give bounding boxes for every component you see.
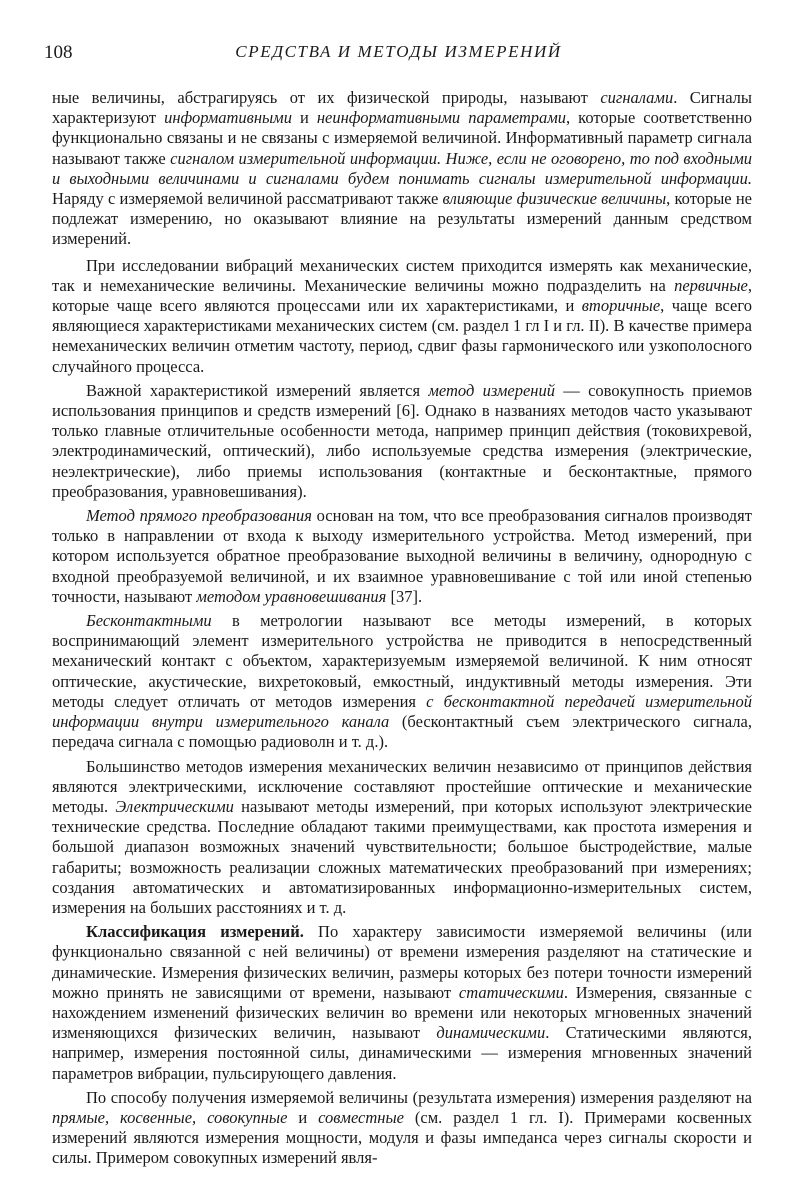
text-run: в метрологии называют все методы измерений, в которых воспринимающий элемент измерительного устройства не приводится в непосредственный механический контакт с объектом, характеризуемым измеряемой величиной. К ним относят оптические, акустические, вихретоковый, емкостный, индуктивный методы измерения. Эти методы следует отличать от методов измерения [52, 611, 752, 711]
text-run: . Сигналы характеризуют [52, 88, 752, 128]
italic-term: статическими [458, 982, 564, 1002]
text-run: При исследовании вибраций механических систем приходится измерять как механические, так и немеханические величины. Механические величины можно подразделить на [52, 255, 752, 295]
page-header [44, 42, 753, 70]
body-text [52, 88, 752, 1173]
paragraph-signals [52, 88, 752, 250]
text-run: Важной характеристикой измерений является [86, 380, 429, 400]
text-run: , которые соответственно функционально связаны и не связаны с измеряемой величиной. Информативный параметр сигнала называют также [52, 108, 752, 168]
text-run: называют методы измерений, при которых используют электрические технические средства. Последние обладают такими преимуществами, как простота измерения и большой диапазон возможных значений чувствительности; большое быстродействие, малые габариты; возможность реализации сложных математических преобразований при измерениях; создания автоматических и автоматизированных информационно-измерительных систем, измерения на больших расстояниях и т. д. [52, 796, 752, 917]
text-run: Большинство методов измерения механических величин независимо от принципов действия являются электрическими, исключение составляют простейшие оптические и механические методы. [52, 756, 752, 816]
text-run: [37]. [386, 586, 423, 606]
text-run: Наряду с измеряемой величиной рассматривают также [52, 189, 443, 209]
italic-term: вторичные [581, 296, 661, 316]
text-run: По способу получения измеряемой величины (результата измерения) измерения разделяют на [86, 1087, 752, 1107]
paragraph-mechanical-quantities [52, 256, 752, 377]
italic-term: Бесконтактными [86, 611, 212, 631]
italic-term: влияющие физические величины [442, 189, 667, 209]
italic-term: сигналом измерительной информации. Ниже, если не оговорено, то под входными и выходными величинами и сигналами будем понимать сигналы измерительной информации. [52, 148, 753, 188]
italic-term: информативными [164, 108, 292, 128]
text-run: (см. раздел 1 гл. I). Примерами косвенных измерений являются измерения мощности, модуля и фазы импеданса через сигналы скорости и силы. Примером совокупных измерений явля- [52, 1107, 752, 1168]
text-run: и [287, 1107, 319, 1127]
italic-term: неинформативными параметрами [316, 108, 567, 128]
paragraph-electrical-methods [52, 757, 752, 919]
italic-term: динамическими [436, 1023, 546, 1043]
text-run: По характеру зависимости измеряемой величины (или функционально связанной с ней величины) от времени измерения разделяют на статические и динамические. Измерения физических величин, размеры которых без потери точности измерений можно принять не зависящими от времени, называют [52, 922, 752, 1002]
text-run: (бесконтактный съем электрического сигнала, передача сигнала с помощью радиоволн и т. д.). [52, 712, 752, 752]
italic-term: сигналами [600, 88, 674, 107]
italic-term: с бесконтактной передачей измерительной информации внутри измерительного канала [52, 691, 752, 732]
paragraph-contactless [52, 611, 752, 752]
text-run: основан на том, что все преобразования сигналов производят только в направлении от входа к выходу измерительного устройства. Метод измерений, при котором используется обратное преобразование выходной величины в величину, однородную с входной преобразуемой величиной, и их взаимное уравновешивание с той или иной степенью точности, называют [52, 506, 752, 606]
text-run: — совокупность приемов использования принципов и средств измерений [6]. Однако в названиях методов часто указывают только главные отличительные особенности метода, например принцип действия (токовихревой, электродинамический, оптический), либо используемые средства измерения (электрические, неэлектрические), либо приемы использования (контактные и бесконтактные, прямого преобразования, уравновешивания). [52, 380, 752, 501]
italic-term: метод измерений [428, 380, 555, 400]
text-run: . Измерения, связанные с нахождением изменений физических величин во времени или некоторых мгновенных значений изменяющихся физических величин, называют [52, 982, 752, 1043]
text-run: , чаще всего являющиеся характеристиками механических систем (см. раздел 1 гл I и гл. II). В качестве примера немеханических величин отметим частоту, период, сдвиг фазы гармонического или узкополосного случайного процесса. [52, 296, 752, 376]
running-title: СРЕДСТВА И МЕТОДЫ ИЗМЕРЕНИЙ [235, 42, 562, 61]
italic-term: первичные [674, 275, 748, 295]
italic-term: совместные [318, 1107, 404, 1127]
text-run: ные величины, абстрагируясь от их физической природы, называют [52, 88, 601, 107]
paragraph-classification [52, 922, 752, 1084]
text-run: и [291, 108, 317, 128]
paragraph-acquisition-method [52, 1088, 752, 1169]
paragraph-direct-conversion [52, 506, 752, 607]
text-run: , которые чаще всего являются процессами или их характеристиками, и [52, 275, 752, 316]
bold-heading: Классификация измерений. [86, 922, 304, 942]
italic-term: Электрическими [115, 796, 234, 816]
text-run: , которые не подлежат измерению, но оказывают влияние на результаты измерений данным средством измерений. [52, 189, 752, 249]
italic-term: прямые, косвенные, совокупные [52, 1107, 288, 1127]
paragraph-measurement-method [52, 381, 752, 502]
italic-term: методом уравновешивания [196, 586, 387, 606]
text-run: . Статическими являются, например, измерения постоянной силы, динамическими — измерения мгновенных значений параметров вибрации, пульсирующего давления. [52, 1023, 753, 1083]
italic-term: Метод прямого преобразования [86, 506, 312, 526]
page-number: 108 [44, 42, 73, 63]
